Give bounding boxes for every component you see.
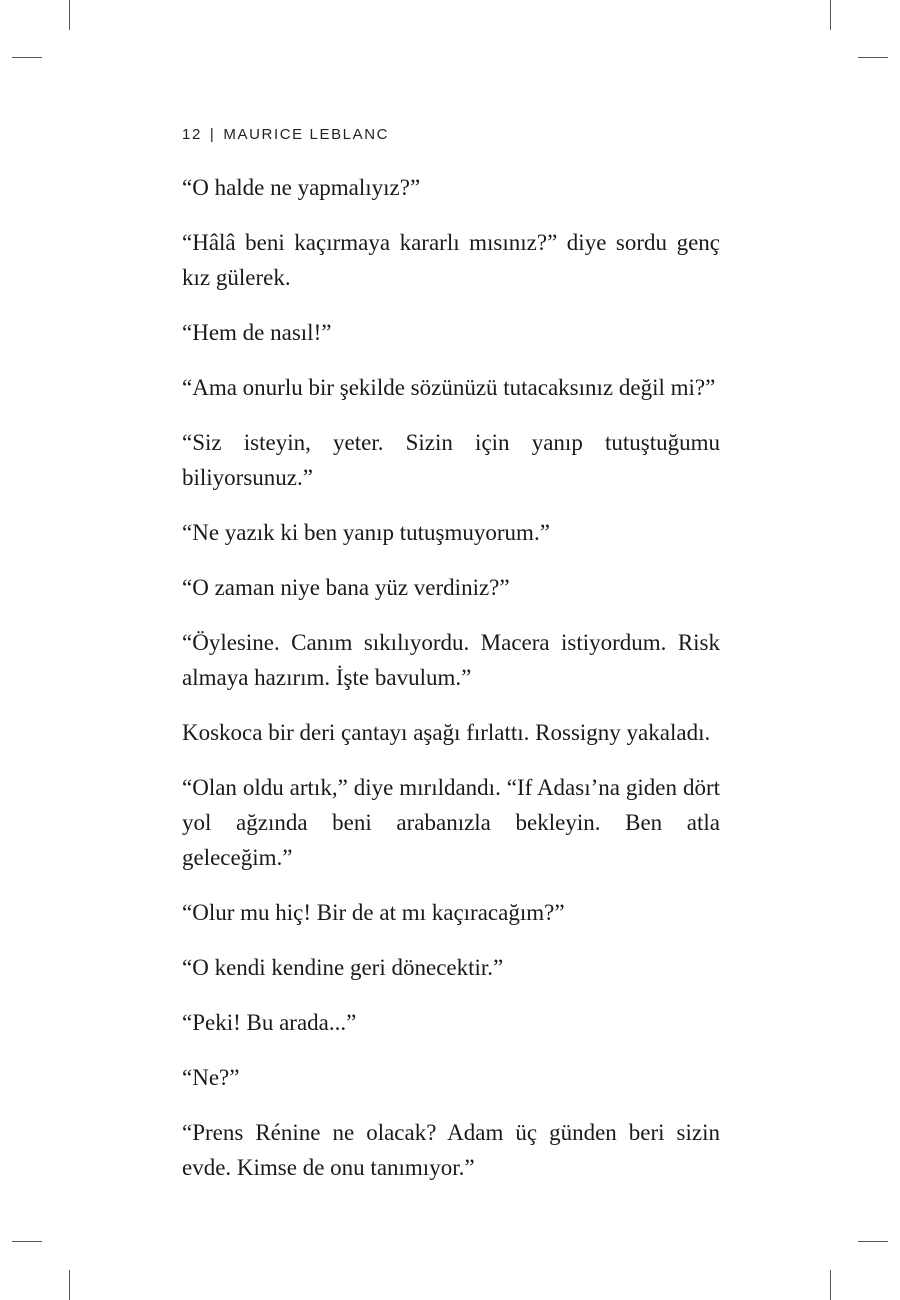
paragraph: “O zaman niye bana yüz verdiniz?” xyxy=(182,575,510,600)
crop-mark-top-right xyxy=(830,0,831,30)
paragraph: “Prens Rénine ne olacak? Adam üç günden beri sizin evde. Kimse de onu tanımıyor.” xyxy=(182,1120,720,1180)
crop-mark-left-top xyxy=(12,57,42,58)
paragraph: “O halde ne yapmalıyız?” xyxy=(182,175,421,200)
paragraph: “Siz isteyin, yeter. Sizin için yanıp tutuştuğumu biliyorsunuz.” xyxy=(182,430,720,490)
paragraph: “Hem de nasıl!” xyxy=(182,320,332,345)
paragraph: “Hâlâ beni kaçırmaya kararlı mısınız?” diye sordu genç kız gülerek. xyxy=(182,230,720,290)
paragraph: Koskoca bir deri çantayı aşağı fırlattı. Rossigny yakaladı. xyxy=(182,720,711,745)
page-body xyxy=(182,170,720,1205)
crop-mark-bottom-left xyxy=(69,1270,70,1300)
paragraph: “Peki! Bu arada...” xyxy=(182,1010,357,1035)
paragraph: “Öylesine. Canım sıkılıyordu. Macera istiyordum. Risk almaya hazırım. İşte bavulum.” xyxy=(182,630,720,690)
paragraph: “Olan oldu artık,” diye mırıldandı. “If Adası’na giden dört yol ağzında beni arabanızla bekleyin. Ben atla geleceğim.” xyxy=(182,775,720,870)
paragraph: “O kendi kendine geri dönecektir.” xyxy=(182,955,504,980)
crop-mark-left-bottom xyxy=(12,1241,42,1242)
running-header xyxy=(182,126,389,143)
paragraph: “Olur mu hiç! Bir de at mı kaçıracağım?” xyxy=(182,900,565,925)
crop-mark-right-bottom xyxy=(858,1241,888,1242)
paragraph: “Ama onurlu bir şekilde sözünüzü tutacaksınız değil mi?” xyxy=(182,375,716,400)
header-separator: | xyxy=(209,126,216,143)
paragraph: “Ne?” xyxy=(182,1065,240,1090)
crop-mark-right-top xyxy=(858,57,888,58)
paragraph: “Ne yazık ki ben yanıp tutuşmuyorum.” xyxy=(182,520,550,545)
page-number: 12 xyxy=(182,126,202,143)
crop-mark-top-left xyxy=(69,0,70,30)
author-name: MAURICE LEBLANC xyxy=(223,126,390,143)
crop-mark-bottom-right xyxy=(830,1270,831,1300)
